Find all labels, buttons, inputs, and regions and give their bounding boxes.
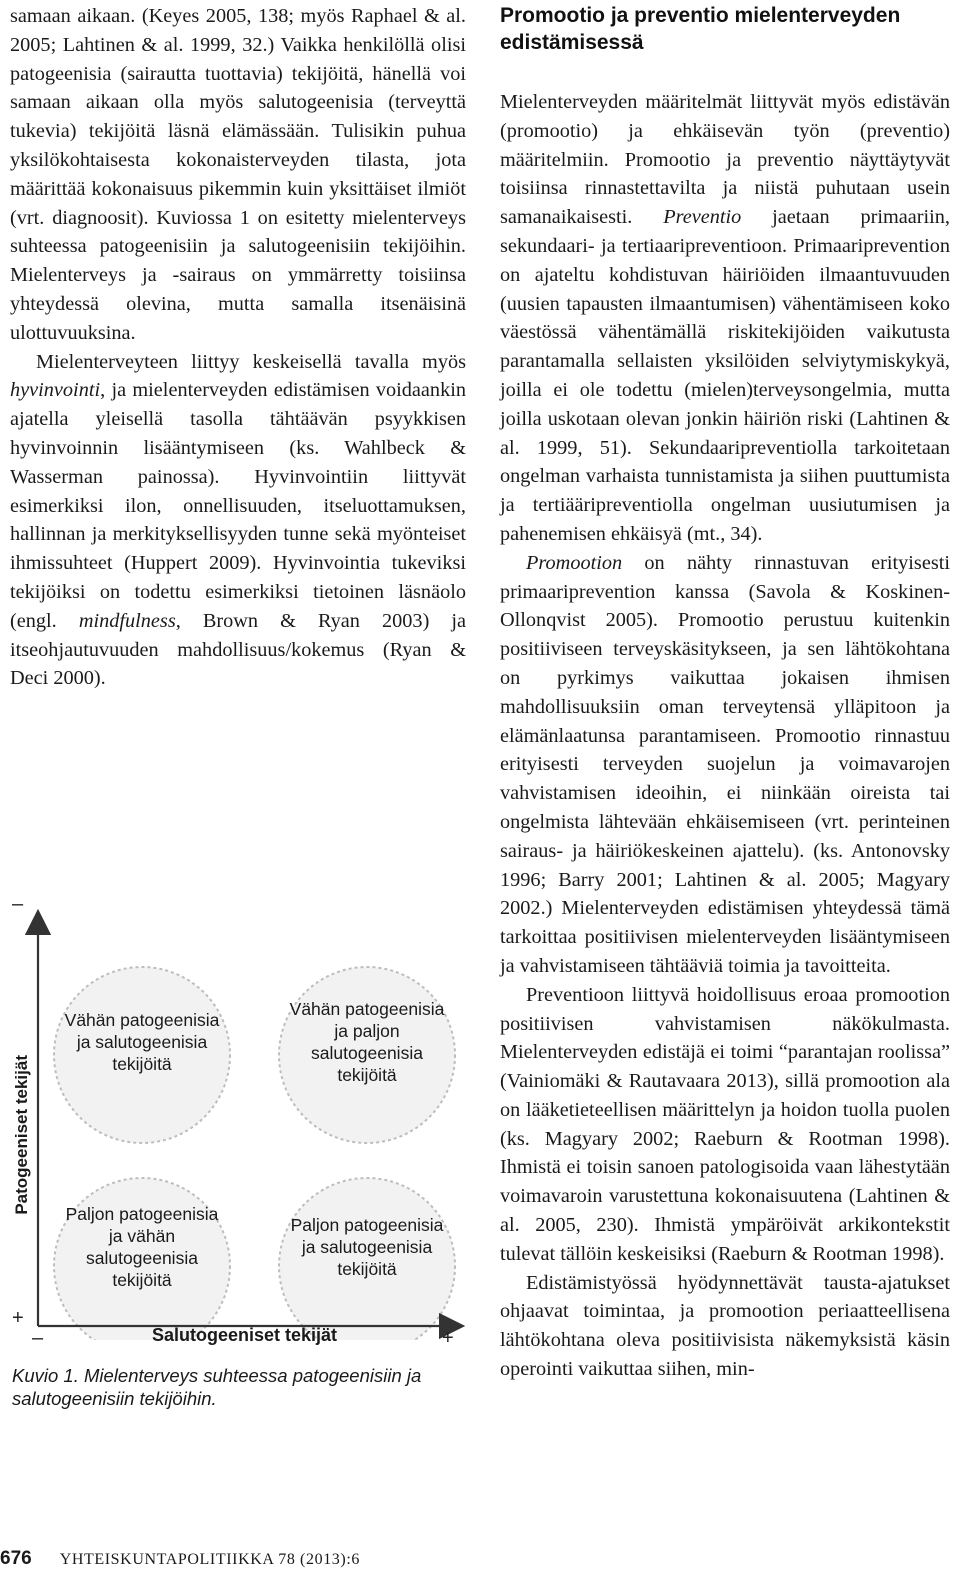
right-p2-part-b: on nähty rinnastuvan erityisesti primaariprevention kanssa (Savola & Koskinen-Ollonqvist 2005). Promootio perustuu kuitenkin positiiviseen terveyskäsitykseen, ja sen lähtökohtana on pyrkimys vaikuttaa jokaisen ihmisen mahdollisuuksiin oman terveytensä ylläpitoon ja elämänlaatunsa parantamiseen. Promootio rinnastuu erityisesti terveyden suojelun ja voimavarojen vahvistamisen ideoihin, ei niinkään oireista tai ongelmista lähtevään ehkäisemiseen (vrt. perinteinen sairaus- ja häiriökeskeinen ajattelu). (ks. Antonovsky 1996; Barry 2001; Lahtinen & al. 2005; Magyary 2002.) Mielenterveyden edistämisen yhteydessä tämä tarkoittaa positiivisen mielenterveyden lisääntymiseen ja vahvistamiseen tähtääviä toimia ja tavoitteita.: [500, 551, 950, 977]
circle-bottom-left-label: Paljon patogeenisia ja vähän salutogeenisia tekijöitä: [65, 1204, 219, 1290]
right-paragraph-1: [500, 88, 950, 549]
right-column: [500, 2, 950, 1384]
right-paragraph-3: Preventioon liittyvä hoidollisuus eroaa promootion positiivisen vahvistamisen näkökulmasta. Mielenterveyden edistäjä ei toimi “parantajan roolissa” (Vainiomäki & Rautavaara 2013), sillä promootion ala on lääketieteellisen määrittelyn ja hoidon tuolla puolen (ks. Magyary 2002; Raeburn & Rootman 1998). Ihmistä ei toisin sanoen patologisoida vaan lähestytään voimavaroin varustettuna kokonaisuutena (Lahtinen & al. 2005, 230). Ihmistä ympäröivät arkikontekstit tulevat tällöin keskeisiksi (Raeburn & Rootman 1998).: [500, 983, 950, 1265]
left-p2-part-b: , ja mielenterveyden edistämisen voidaankin ajatella yleisellä tasolla tähtäävän psyykkisen hyvinvoinnin lisääntymiseen (ks. Wahlbeck & Wasserman painossa). Hyvinvointiin liittyvät esimerkiksi ilon, onnellisuuden, itseluottamuksen, hallinnan ja merkityksellisyyden tunne sekä myönteiset ihmissuhteet (Huppert 2009). Hyvinvointia tukeviksi tekijöiksi on todettu esimerkiksi tietoinen läsnäolo (engl.: [10, 379, 466, 632]
right-p2-emphasis-promootion: Promootion: [526, 551, 623, 574]
section-heading: Promootio ja preventio mielenterveyden edistämisessä: [500, 4, 901, 54]
right-paragraph-2: [500, 549, 950, 981]
left-paragraph-2: [10, 348, 466, 694]
circle-top-left-label: Vähän patogeenisia ja salutogeenisia tekijöitä: [64, 1010, 220, 1074]
page-footer: [0, 1548, 360, 1572]
x-axis-label: Salutogeeniset tekijät: [152, 1325, 338, 1345]
left-p2-emphasis-hyvinvointi: hyvinvointi: [10, 379, 101, 402]
circle-top-right-label: Vähän patogeenisia ja paljon salutogeenisia tekijöitä: [289, 999, 445, 1085]
y-axis-bottom-symbol: +: [12, 1307, 24, 1329]
x-axis-left-symbol: –: [32, 1327, 44, 1349]
figure-caption: Kuvio 1. Mielenterveys suhteessa patogeenisiin ja salutogeenisiin tekijöihin.: [12, 1365, 422, 1409]
left-p2-part-c: , Brown & Ryan 2003) ja itseohjautuvuuden mahdollisuus/kokemus (Ryan & Deci 2000).: [10, 609, 467, 690]
left-p2-emphasis-mindfulness: mindfulness: [78, 609, 176, 632]
left-paragraph-1: samaan aikaan. (Keyes 2005, 138; myös Raphael & al. 2005; Lahtinen & al. 1999, 32.) Vaikka henkilöllä olisi patogeenisia (sairautta tuottavia) tekijöitä, hänellä voi samaan aikaan olla myös salutogeenisia (terveyttä tukevia) tekijöitä läsnä elämässään. Tulisikin puhua yksilökohtaisesta kokonaisterveyden tilasta, jota määrittää kokonaisuus pikemmin kuin yksittäiset ilmiöt (vrt. diagnoosit). Kuviossa 1 on esitetty mielenterveys suhteessa patogeenisiin ja salutogeenisiin tekijöihin. Mielenterveys ja -sairaus on ymmärretty toisiinsa yhteydessä olevina, mutta samalla itsenäisinä ulottuvuuksina.: [10, 5, 466, 344]
page-number: 676: [0, 1548, 32, 1569]
left-p2-part-a: Mielenterveyteen liittyy keskeisellä tavalla myös: [36, 350, 466, 373]
right-p1-emphasis-preventio: Preventio: [663, 206, 742, 229]
right-body: [500, 88, 950, 1384]
x-axis-right-symbol: +: [442, 1327, 454, 1349]
right-p1-part-b: jaetaan primaariin, sekundaari- ja tertiaaripreventioon. Primaariprevention on ajateltu kohdistuvan häiriöiden ilmaantuvuuden (uusien tapausten ilmaantumisen) vähentämiseen koko väestössä vähentämällä riskitekijöiden vaikutusta parantamalla sellaisten yksilöiden selviytymiskykyä, joilla ei ole todettu (mielen)terveysongelmia, mutta joilla uskotaan olevan jonkin häiriön riski (Lahtinen & al. 1999, 51). Sekundaaripreventiolla tarkoitetaan ongelman varhaista tunnistamista ja siihen puuttumista ja tertiääripreventiolla ongelman uusiutumisen ja pahenemisen ehkäisyä (mt., 34).: [500, 206, 950, 545]
y-axis-label: Patogeeniset tekijät: [12, 1055, 31, 1215]
left-column: [10, 2, 466, 693]
circle-bottom-right-label: Paljon patogeenisia ja salutogeenisia tekijöitä: [290, 1215, 444, 1279]
y-axis-top-symbol: –: [12, 893, 24, 915]
journal-name: YHTEISKUNTAPOLITIIKKA 78 (2013):6: [59, 1551, 360, 1568]
right-p1-part-a: Mielenterveyden määritelmät liittyvät myös edistävän (promootio) ja ehkäisevän työn (preventio) määritelmiin. Promootio ja preventio näyttäytyvät toisiinsa rinnastettavilta ja niistä puhutaan usein samanaikaisesti.: [500, 91, 950, 229]
right-paragraph-4: Edistämistyössä hyödynnettävät tausta-ajatukset ohjaavat toimintaa, ja promootion periaatteellisena lähtökohtana oleva positiivisista näkemyksistä käsin operointi vaikuttaa siihen, min-: [500, 1271, 950, 1381]
